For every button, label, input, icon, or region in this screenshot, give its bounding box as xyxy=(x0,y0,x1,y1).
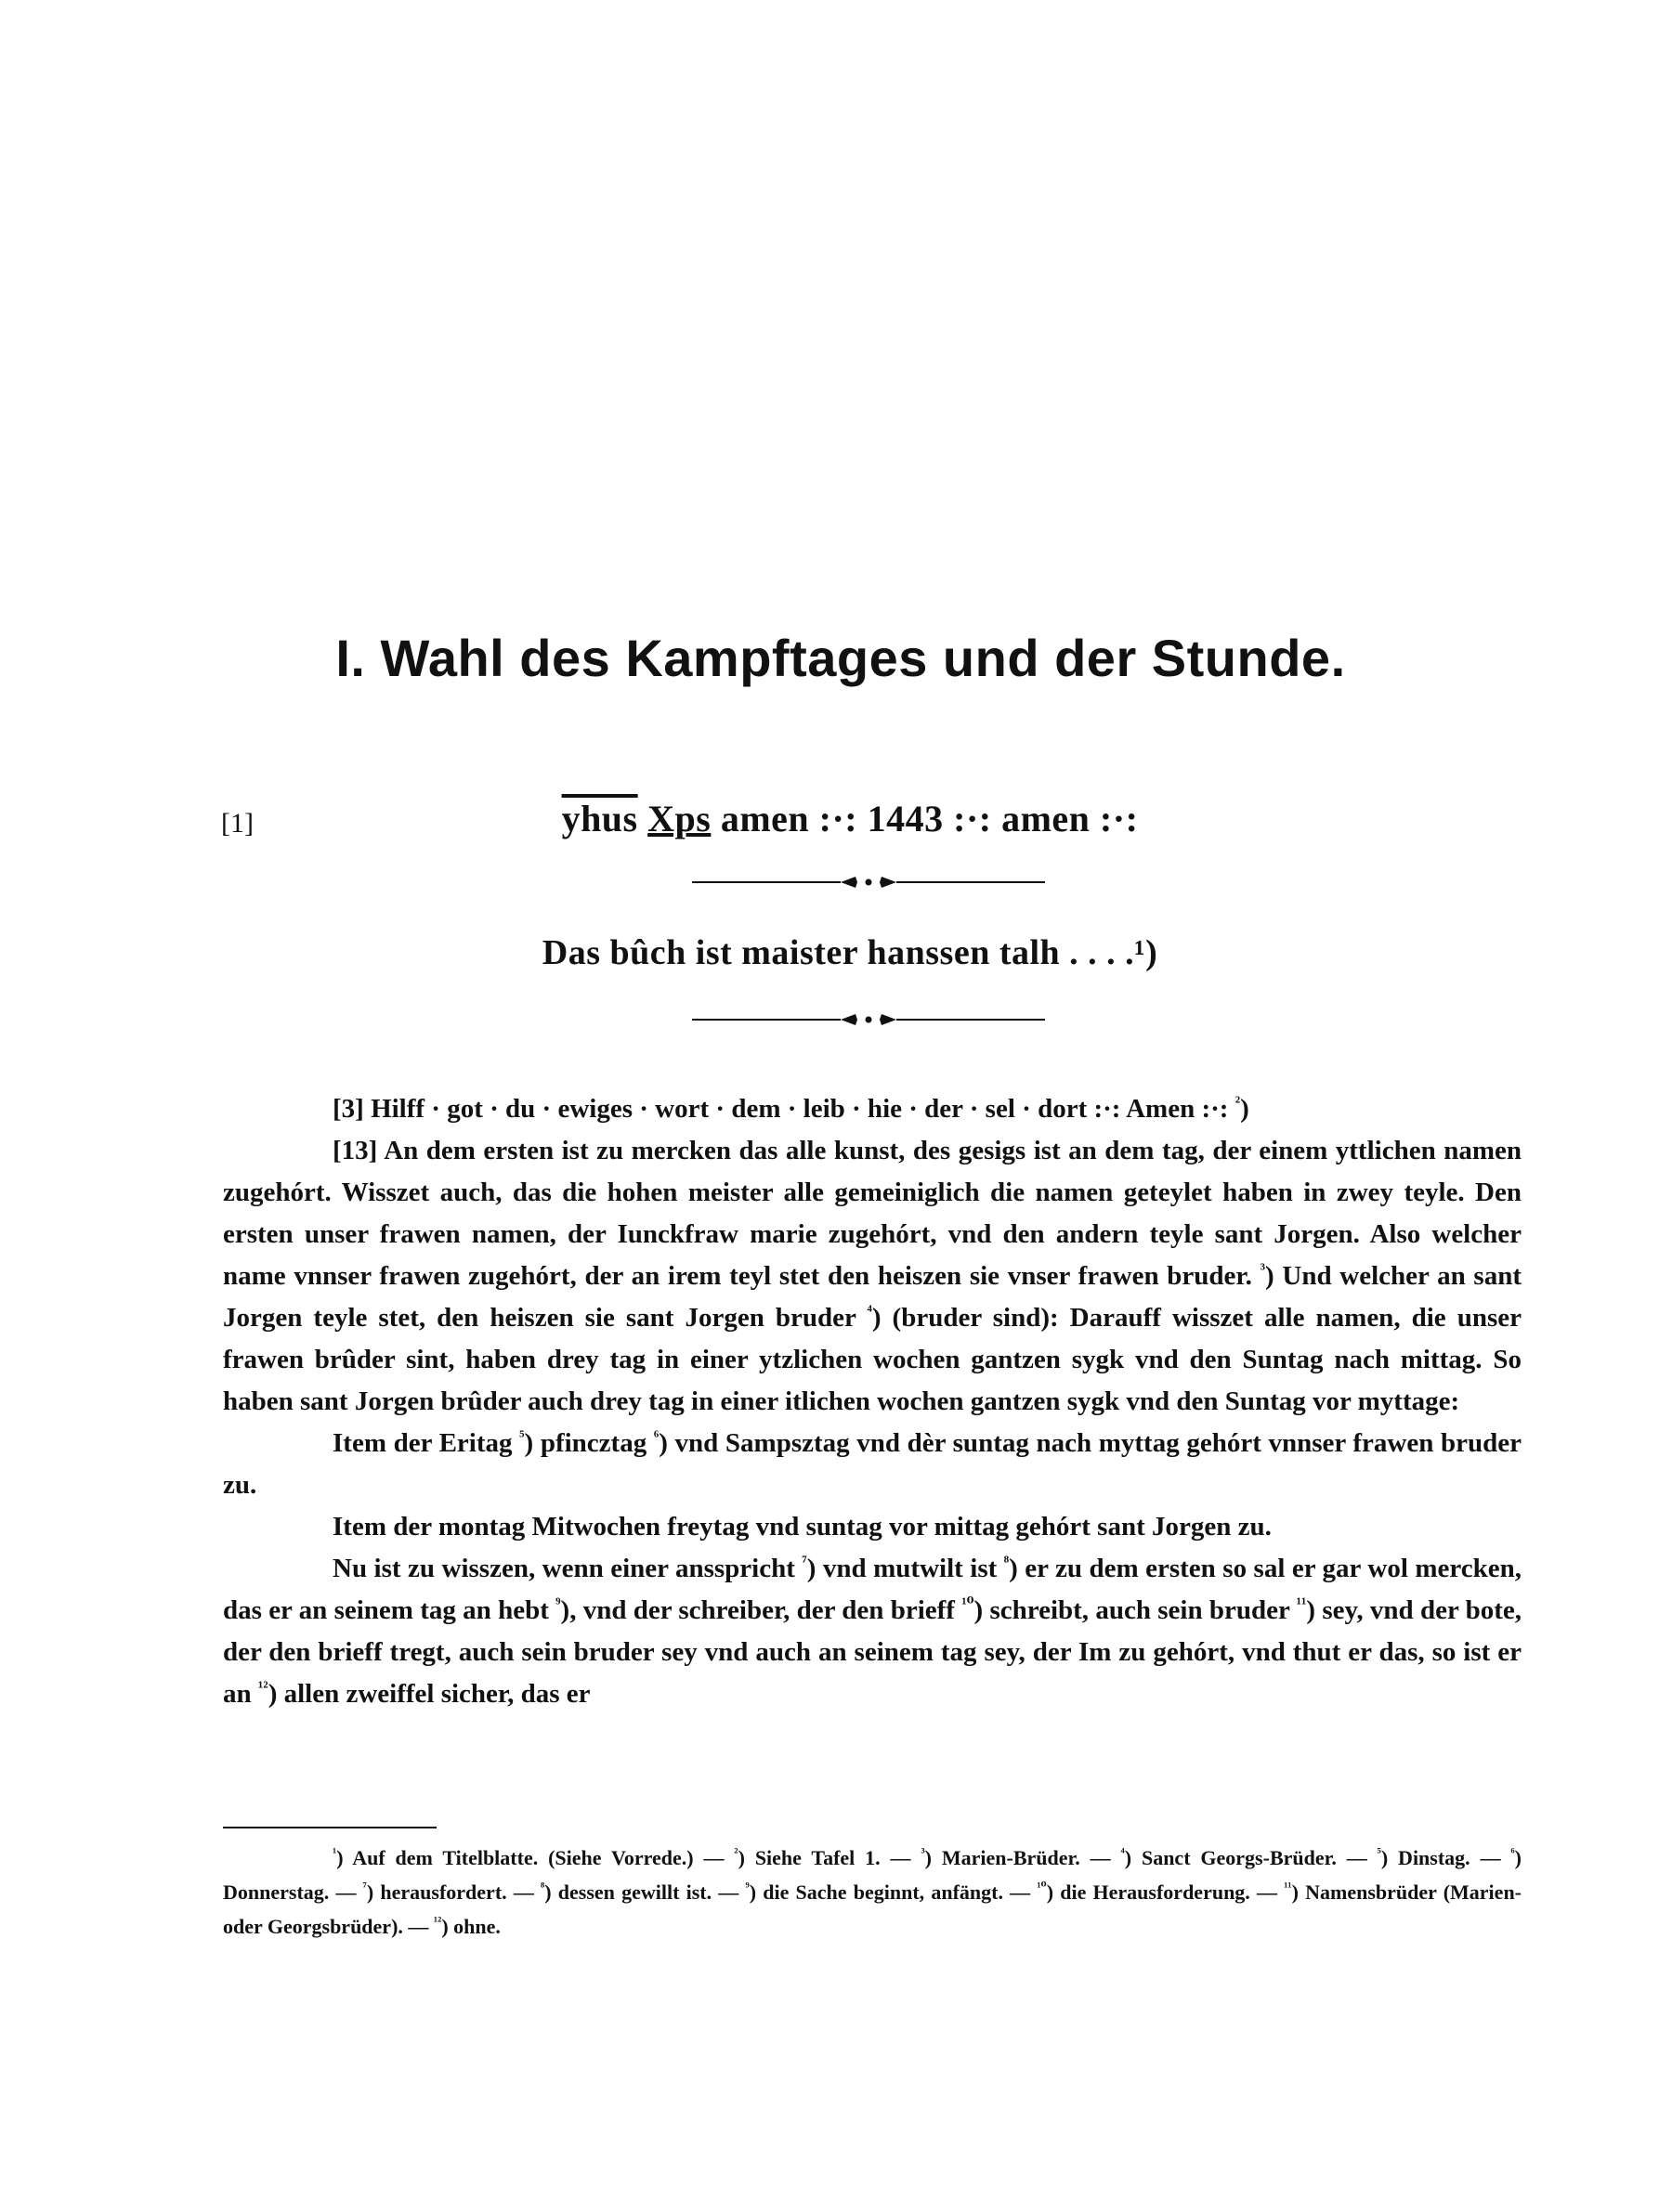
footnote-marker: ³ xyxy=(1260,1259,1265,1279)
text-run: ) die Sache beginnt, anfängt. — xyxy=(749,1880,1038,1904)
footnote-marker: ⁴ xyxy=(1120,1846,1125,1861)
text-run: ) sey, vnd der bote, der den brieff tregt, auch sein bruder sey vnd auch an seinem tag sey, der Im zu gehórt, vnd thut er das, so ist er an xyxy=(223,1595,1522,1709)
text-run: ) (bruder sind): Darauff wisszet alle namen, die unser frawen brûder sint, haben drey tag in einer ytzlichen wochen gantzen sygk vnd den Suntag nach mittag. So haben sant Jorgen brûder auch drey tag in einer itlichen wochen gantzen sygk vnd den Suntag vor myttage: xyxy=(223,1303,1522,1416)
text-run: Nu ist zu wisszen, wenn einer ansspricht xyxy=(333,1554,803,1583)
text-run: ) er zu dem ersten so sal er gar wol mercken, das er an seinem tag an hebt xyxy=(223,1554,1522,1625)
footnote-marker: ³ xyxy=(921,1846,925,1861)
footnote-marker: ⁵ xyxy=(519,1426,525,1446)
footnote-marker: ¹¹ xyxy=(1284,1880,1292,1895)
footnote-marker: ⁷ xyxy=(362,1880,367,1895)
footnote-marker: ⁷ xyxy=(802,1552,807,1571)
text-run: ) Und welcher an sant Jorgen teyle stet, den heiszen sie sant Jorgen bruder xyxy=(223,1261,1522,1333)
text-run: Item der Eritag xyxy=(333,1428,520,1458)
text-run: ) Sanct Georgs-Brüder. — xyxy=(1124,1846,1378,1869)
text-run: ) Dinstag. — xyxy=(1380,1846,1511,1869)
paragraph xyxy=(223,1506,1522,1548)
paragraph xyxy=(223,1548,1522,1715)
text-run: ) xyxy=(1240,1094,1249,1124)
text-run: ) Marien-Brüder. — xyxy=(924,1846,1121,1869)
invocation-rest: amen :·: 1443 :·: amen :·: xyxy=(720,798,1139,839)
footnote-marker: ⁴ xyxy=(867,1301,872,1321)
footnote-marker: ¹¹ xyxy=(1296,1594,1307,1613)
footnotes xyxy=(223,1841,1522,1944)
paragraph xyxy=(223,1130,1522,1423)
footnote-marker: ⁶ xyxy=(653,1426,660,1446)
footnote-marker: ⁸ xyxy=(1003,1552,1010,1571)
invocation-xps: Xps xyxy=(647,798,712,839)
footnote-marker: ² xyxy=(1234,1092,1241,1112)
footnote-marker: ¹⁰ xyxy=(961,1594,974,1613)
owner-text: Das bûch ist maister hanssen talh . . . . xyxy=(542,933,1135,972)
text-run: ) die Herausforderung. — xyxy=(1046,1880,1285,1904)
text-run: ) Auf dem Titelblatte. (Siehe Vorrede.) — xyxy=(336,1846,735,1869)
paragraph xyxy=(223,1423,1522,1506)
text-run: ) allen zweiffel sicher, das er xyxy=(268,1679,591,1709)
ornament-divider xyxy=(692,1010,1045,1029)
text-run: ), vnd der schreiber, der den brieff xyxy=(560,1595,962,1625)
text-run: ) dessen gewillt ist. — xyxy=(544,1880,746,1904)
source-page-reference: [1] xyxy=(221,808,254,839)
text-run: ) Donnerstag. — xyxy=(223,1846,1522,1904)
text-run: ) Namensbrüder (Marien- oder Georgsbrüder). — xyxy=(223,1880,1522,1938)
chapter-title: I. Wahl des Kampftages und der Stunde. xyxy=(335,629,1346,687)
body-text xyxy=(223,1088,1522,1715)
text-run: ) schreibt, auch sein bruder xyxy=(973,1595,1297,1625)
invocation-yhus: yhus xyxy=(561,798,638,839)
paragraph xyxy=(223,1088,1522,1130)
text-run: [3] Hilff · got · du · ewiges · wort · dem · leib · hie · der · sel · dort :·: Amen :·: xyxy=(333,1094,1235,1124)
footnote-marker: ⁹ xyxy=(745,1880,750,1895)
text-run: ) pfincztag xyxy=(524,1428,654,1458)
footnote-marker: ⁸ xyxy=(541,1880,545,1895)
text-run: ) vnd mutwilt ist xyxy=(806,1554,1004,1583)
footnote-marker: ¹ xyxy=(333,1846,337,1861)
footnote-marker: ¹² xyxy=(433,1915,442,1930)
owner-line xyxy=(464,932,1235,973)
ornament-divider xyxy=(692,873,1045,891)
text-run: ) vnd Sampsztag vnd dèr suntag nach myttag gehórt vnnser frawen bruder zu. xyxy=(223,1428,1522,1500)
footnote-marker: ⁵ xyxy=(1377,1846,1381,1861)
owner-footnote-ref: ¹) xyxy=(1134,933,1158,972)
text-run: [13] An dem ersten ist zu mercken das alle kunst, des gesigs ist an dem tag, der einem yttlichen namen zugehórt. Wisszet auch, das die hohen meister alle gemeiniglich die namen geteylet haben in zwey teyle. Den ersten unser frawen namen, der Iunckfraw marie zugehórt, vnd den andern teyle sant Jorgen. Also welcher name vnnser frawen zugehórt, der an irem teyl stet den heiszen sie vnser frawen bruder. xyxy=(223,1136,1522,1291)
footnote-marker: ⁹ xyxy=(555,1594,561,1613)
text-run: ) ohne. xyxy=(441,1915,501,1938)
text-run: ) herausfordert. — xyxy=(366,1880,542,1904)
footnote-marker: ¹⁰ xyxy=(1037,1880,1047,1895)
text-run: ) Siehe Tafel 1. — xyxy=(738,1846,921,1869)
text-run: Item der montag Mitwochen freytag vnd suntag vor mittag gehórt sant Jorgen zu. xyxy=(333,1512,1272,1542)
footnote-marker: ¹² xyxy=(257,1677,268,1697)
footnote-rule xyxy=(223,1827,437,1828)
footnote-marker: ² xyxy=(734,1846,738,1861)
invocation-line xyxy=(464,797,1235,840)
footnote-marker: ⁶ xyxy=(1510,1846,1515,1861)
